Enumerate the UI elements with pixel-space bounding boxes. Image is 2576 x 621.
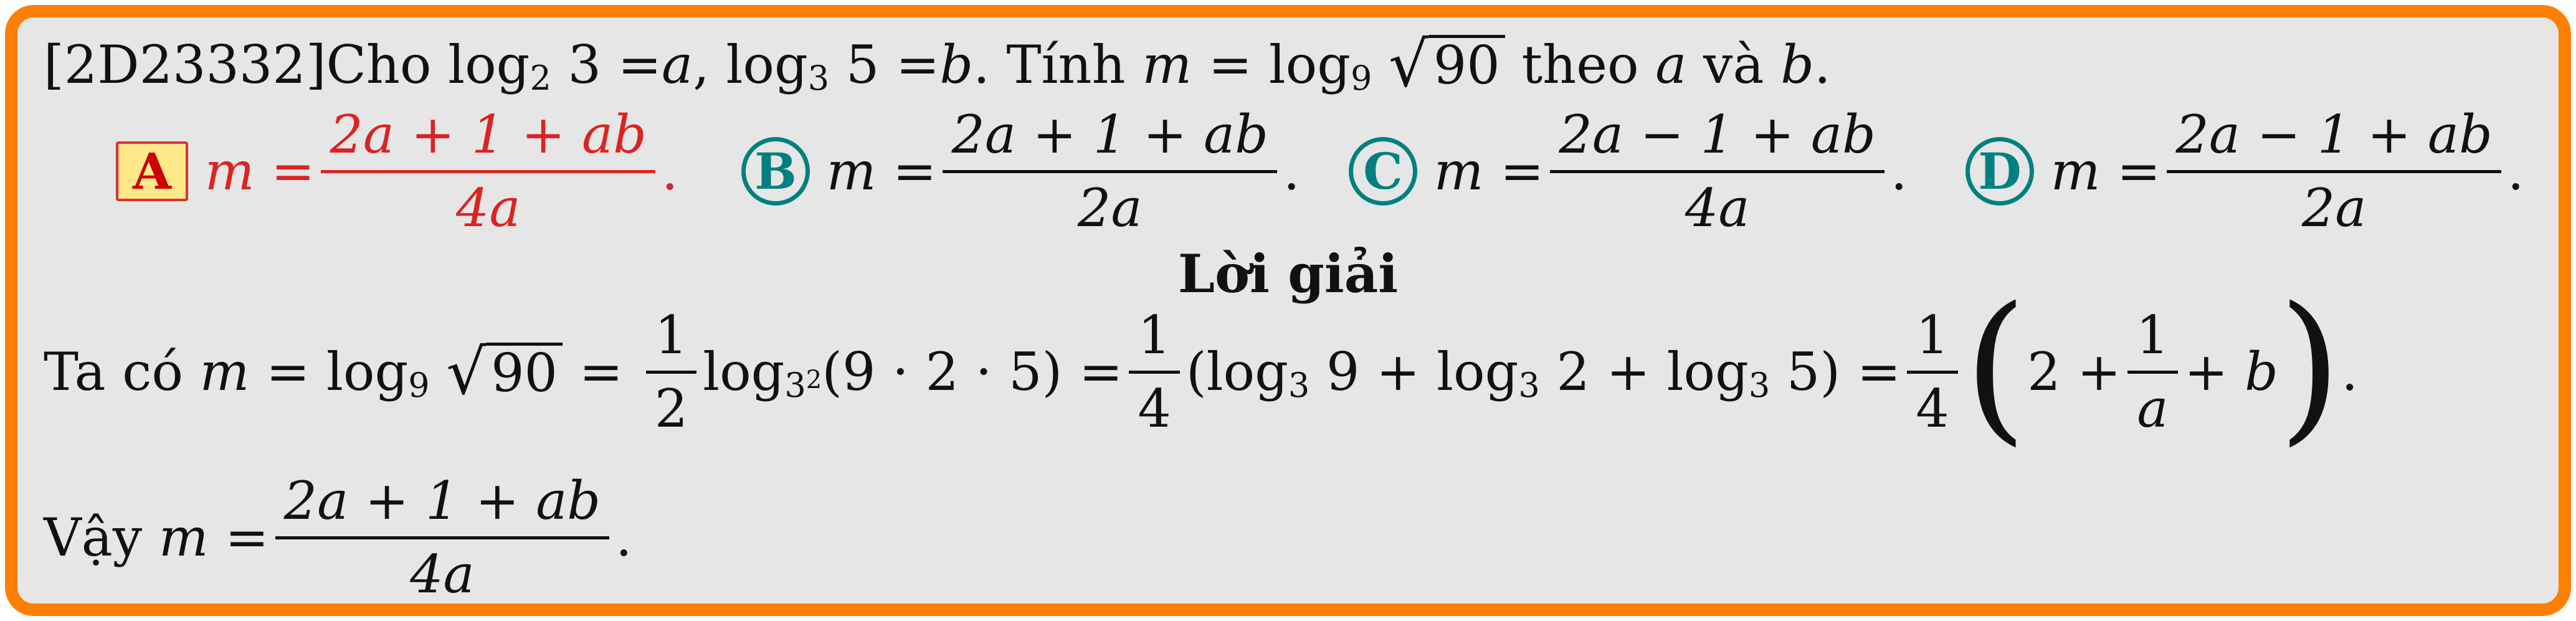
given-log-2: log	[448, 34, 530, 95]
option-b[interactable]: B m = 2a + 1 + ab 2a .	[741, 105, 1300, 238]
option-c-label: C	[1349, 137, 1417, 206]
solution-conclusion: Vậy m = 2a + 1 + ab 4a .	[44, 470, 632, 605]
option-d-label: D	[1965, 137, 2034, 206]
conclusion-fraction: 2a + 1 + ab 4a	[275, 471, 609, 604]
option-d[interactable]: D m = 2a − 1 + ab 2a .	[1965, 105, 2524, 238]
question-line: [2D23332] Cho log 2 3 = a , log 3 5 = b . Tính m = log 9 √ 90 theo a và b .	[44, 28, 1831, 101]
option-d-fraction: 2a − 1 + ab 2a	[2167, 105, 2501, 238]
fraction-half: 1 2	[646, 305, 696, 438]
solution-line-1: Ta có m = log 9 √ 90 = 1 2 log $3^2$ (9 · 2 · 5) = 1 4 (log 3 9 + log 3 2 + log 3 5) = 1 4 ( 2 + 1 a + b ) .	[44, 273, 2359, 462]
sqrt-90: √ 90	[1389, 35, 1505, 94]
option-a-label: A	[116, 141, 188, 201]
question-intro: Cho	[326, 34, 432, 95]
given-log-3: log	[726, 34, 808, 95]
option-c-fraction: 2a − 1 + ab 4a	[1550, 105, 1884, 238]
option-b-fraction: 2a + 1 + ab 2a	[943, 105, 1276, 238]
question-code: [2D23332]	[44, 34, 326, 95]
fraction-quarter: 1 4	[1129, 305, 1179, 438]
solution-heading: Lời giải	[1177, 243, 1399, 305]
fraction-quarter-2: 1 4	[1907, 305, 1957, 438]
option-a-fraction: 2a + 1 + ab 4a	[321, 105, 655, 238]
fraction-inverse-a: 1 a	[2127, 305, 2178, 438]
option-c[interactable]: C m = 2a − 1 + ab 4a .	[1349, 105, 1908, 238]
sqrt-90-solution: √ 90	[446, 343, 563, 402]
option-b-label: B	[741, 137, 810, 206]
task-text: Tính	[1006, 34, 1126, 95]
option-a[interactable]: A m = 2a + 1 + ab 4a .	[116, 105, 678, 238]
